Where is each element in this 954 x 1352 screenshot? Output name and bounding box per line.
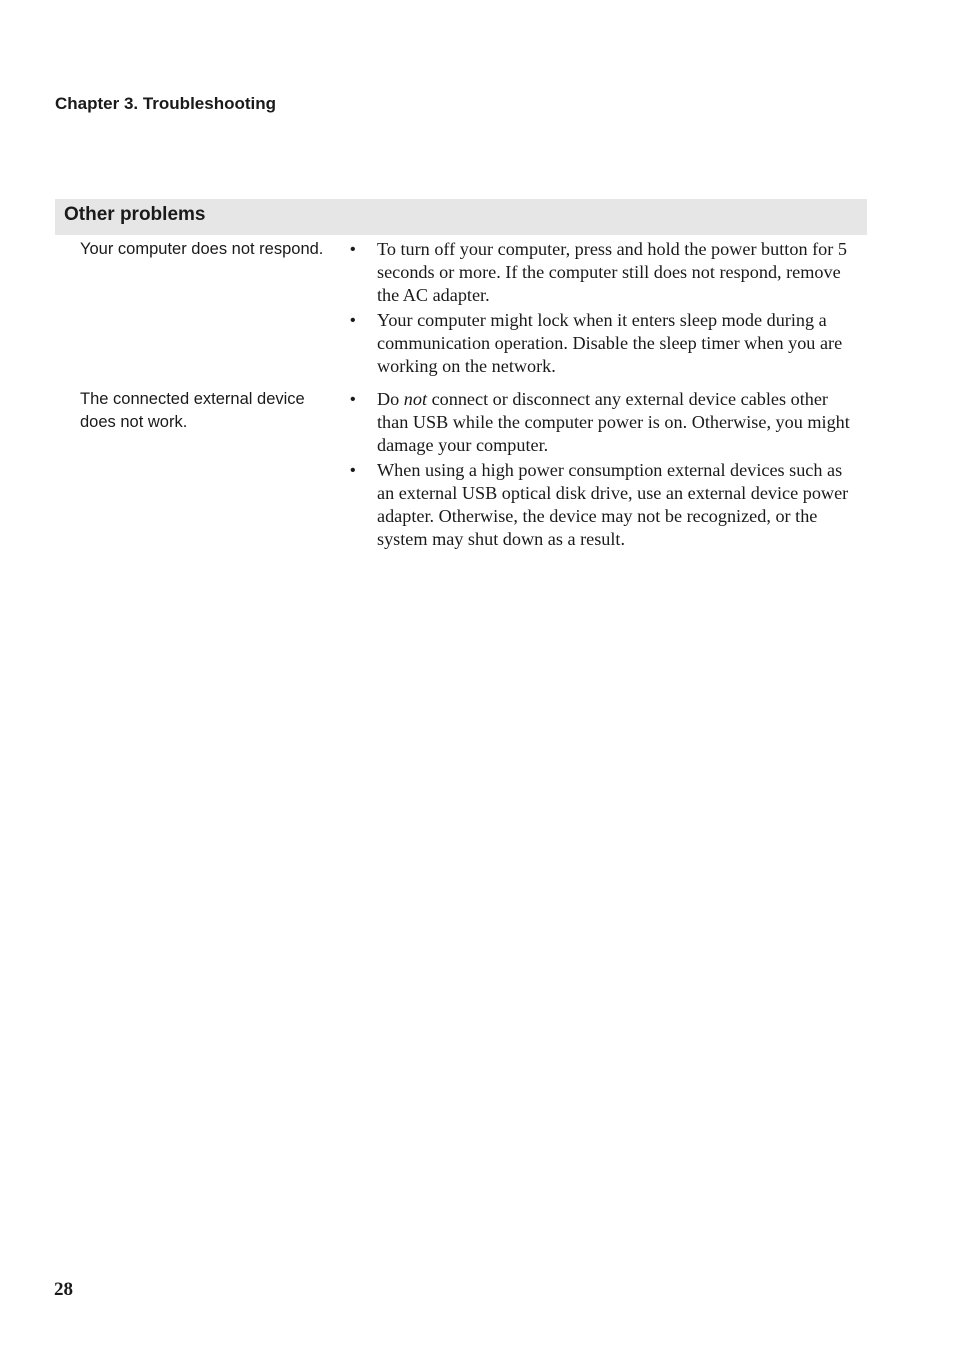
- chapter-header: Chapter 3. Troubleshooting: [55, 94, 277, 113]
- bullet-icon: •: [350, 462, 356, 479]
- solution-item: [350, 388, 860, 457]
- solution-text: To turn off your computer, press and hold the power button for 5 seconds or more. If the computer still does not respond, remove the AC adapter.: [377, 239, 847, 305]
- solution-item: [350, 238, 860, 307]
- section-title-bar: [55, 199, 867, 235]
- solution-emphasis: not: [403, 389, 428, 409]
- solution-item: [350, 309, 860, 378]
- solution-text: When using a high power consumption external devices such as an external USB optical disk drive, use an external device power adapter. Otherwise, the device may not be recognized, or the system may shut down as a result.: [377, 460, 849, 549]
- solution-text-suffix: connect or disconnect any external device cables other than USB while the computer power is on. Otherwise, you might damage your computer.: [377, 389, 850, 455]
- problem-text: The connected external device does not work.: [80, 390, 305, 431]
- solution-text: Your computer might lock when it enters sleep mode during a communication operation. Disable the sleep timer when you are working on the network.: [377, 310, 843, 376]
- section-title: Other problems: [64, 204, 206, 225]
- bullet-icon: •: [350, 312, 356, 329]
- solution-list: [350, 388, 860, 553]
- solution-item: [350, 459, 860, 551]
- page-number: 28: [54, 1279, 73, 1300]
- problem-text: Your computer does not respond.: [80, 240, 324, 258]
- solution-list: [350, 238, 860, 380]
- solution-text: [377, 389, 850, 455]
- bullet-icon: •: [350, 391, 356, 408]
- bullet-icon: •: [350, 241, 356, 258]
- solution-text-prefix: Do: [377, 389, 404, 409]
